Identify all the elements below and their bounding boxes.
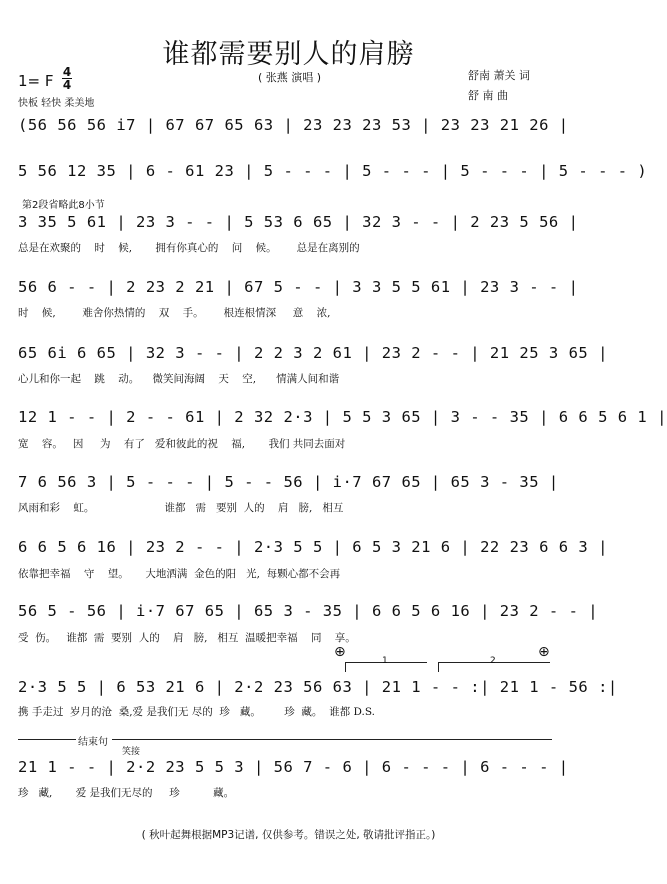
ending-label: 结束句 — [78, 737, 108, 748]
score-row-7: 7 6 56 3 | 5 - - - | 5 - - 56 | i·7 67 65 | 65 3 - 35 | — [18, 473, 559, 491]
score-row-9: 56 5 - 56 | i·7 67 65 | 65 3 - 35 | 6 6 5 6 16 | 23 2 - - | — [18, 602, 599, 620]
lyrics-row-8: 依靠把幸福 守 望。 大地洒满 金色的阳 光, 每颗心都不会再 — [18, 568, 341, 580]
lyrics-row-7: 风雨和彩 虹。 谁都 需 要别 人的 肩 膀, 相互 — [18, 502, 344, 514]
lyrics-row-4: 时 候, 难舍你热情的 双 手。 根连根情深 意 浓, — [18, 307, 331, 319]
coda-mark-2: ⊕ — [538, 644, 550, 660]
score-row-2: 5 56 12 35 | 6 - 61 23 | 5 - - - | 5 - - - | 5 - - - | 5 - - - ) — [18, 162, 648, 180]
score-row-5: 65 6i 6 65 | 32 3 - - | 2 2 3 2 61 | 23 2 - - | 21 25 3 65 | — [18, 344, 608, 362]
credits — [468, 66, 530, 106]
lyricist: 舒南 萧关 词 — [468, 69, 530, 82]
volta-2-tick — [438, 662, 439, 672]
time-signature — [62, 66, 72, 91]
ending-line-right — [112, 739, 552, 740]
lyrics-row-10: 携 手走过 岁月的沧 桑,爱 是我们无 尽的 珍 藏。 珍 藏。 谁都 D.S. — [18, 706, 375, 718]
coda-mark-1: ⊕ — [334, 644, 346, 660]
composer: 舒 南 曲 — [468, 89, 508, 102]
tempo-marking: 快板 轻快 柔美地 — [18, 98, 95, 109]
ending-line-left — [18, 739, 76, 740]
section-note: 第2段省略此8小节 — [22, 200, 105, 211]
song-title: 谁都需要别人的肩膀 — [162, 39, 415, 70]
score-row-1: (56 56 56 i7 | 67 67 65 63 | 23 23 23 53 | 23 23 21 26 | — [18, 116, 569, 134]
lyrics-row-9: 受 伤。 谁都 需 要别 人的 肩 膀, 相互 温暖把幸福 同 享。 — [18, 632, 356, 644]
lyrics-row-11: 珍 藏, 爱 是我们无尽的 珍 藏。 — [18, 787, 235, 799]
lyrics-row-6: 宽 容。 因 为 有了 爱和彼此的祝 福, 我们 共同去面对 — [18, 438, 346, 450]
lyrics-row-3: 总是在欢聚的 时 候, 拥有你真心的 问 候。 总是在离别的 — [18, 242, 360, 254]
score-row-10: 2·3 5 5 | 6 53 21 6 | 2·2 23 56 63 | 21 1 - - :| 21 1 - 56 :| — [18, 678, 618, 696]
score-row-3: 3 35 5 61 | 23 3 - - | 5 53 6 65 | 32 3 - - | 2 23 5 56 | — [18, 213, 579, 231]
score-row-11: 21 1 - - | 2·2 23 5 5 3 | 56 7 - 6 | 6 - - - | 6 - - - | — [18, 758, 569, 776]
time-top: 4 — [62, 65, 72, 79]
footer-note: ( 秋叶起舞根据MP3记谱, 仅供参考。错误之处, 敬请批评指正。) — [141, 829, 436, 841]
volta-1-tick — [345, 662, 346, 672]
key-signature: 1= F — [18, 72, 54, 90]
laugh-label: 笑接 — [122, 747, 141, 757]
score-row-4: 56 6 - - | 2 23 2 21 | 67 5 - - | 3 3 5 5 61 | 23 3 - - | — [18, 278, 579, 296]
volta-1-label: 1 — [382, 656, 388, 666]
time-bottom: 4 — [62, 78, 72, 92]
score-row-6: 12 1 - - | 2 - - 61 | 2 32 2·3 | 5 5 3 65 | 3 - - 35 | 6 6 5 6 1 | — [18, 408, 667, 426]
singer-credit: ( 张燕 演唱 ) — [258, 71, 322, 84]
volta-2-label: 2 — [490, 656, 496, 666]
lyrics-row-5: 心儿和你一起 跳 动。 微笑间海阔 天 空, 情满人间和谐 — [18, 373, 340, 385]
score-row-8: 6 6 5 6 16 | 23 2 - - | 2·3 5 5 | 6 5 3 21 6 | 22 23 6 6 3 | — [18, 538, 608, 556]
